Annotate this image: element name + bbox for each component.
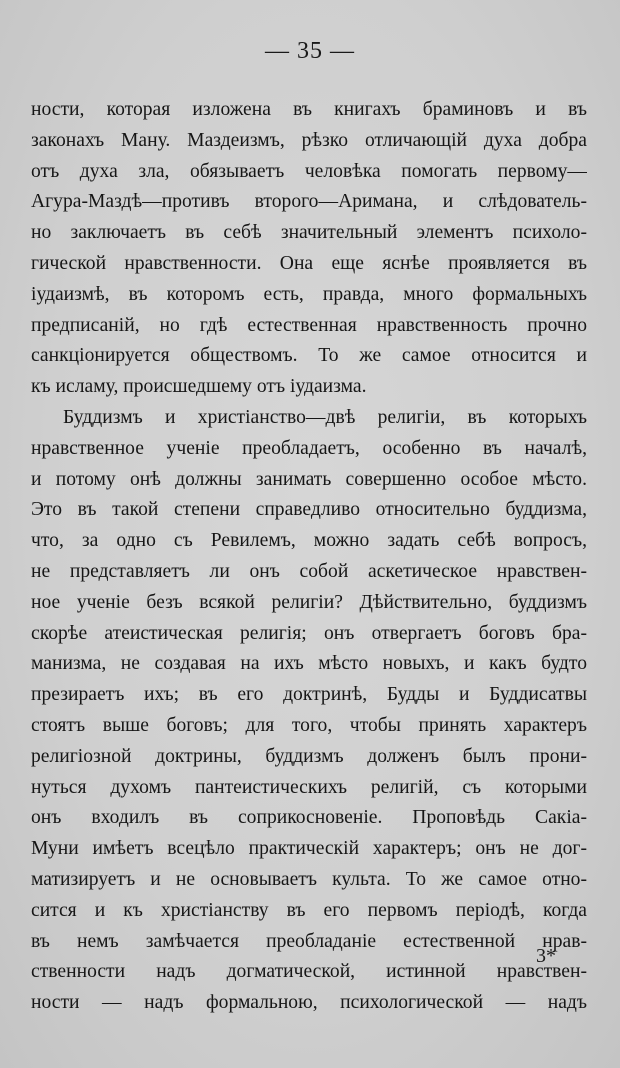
text-line: онъ входилъ въ соприкосновеніе. Проповѣдь Сакіа- [31, 807, 587, 829]
paragraph-end-line: къ исламу, происшедшему отъ іудаизма. [31, 376, 367, 398]
text-line: предписаній, но гдѣ естественная нравственность прочно [31, 314, 587, 336]
text-line: въ немъ замѣчается преобладаніе естественной нрав- [31, 930, 587, 952]
text-line: стоятъ выше боговъ; для того, чтобы принять характеръ [31, 714, 587, 736]
text-line: ственности надъ догматической, истинной нравствен- [31, 961, 587, 983]
text-line: Это въ такой степени справедливо относительно буддизма, [31, 499, 587, 521]
page-number: — 35 — [265, 38, 355, 64]
text-line: іудаизмѣ, въ которомъ есть, правда, много формальныхъ [31, 283, 587, 305]
text-line: манизма, не создавая на ихъ мѣсто новыхъ, и какъ будто [31, 653, 587, 675]
text-line: ное ученіе безъ всякой религіи? Дѣйствительно, буддизмъ [31, 591, 587, 613]
text-line: сится и къ христіанству въ его первомъ періодѣ, когда [31, 899, 587, 921]
text-line: матизируетъ и не основываетъ культа. То же самое отно- [31, 868, 587, 890]
text-line: санкціонируется обществомъ. То же самое относится и [31, 345, 587, 367]
text-line: но заключаетъ въ себѣ значительный элементъ психоло- [31, 222, 587, 244]
text-line: отъ духа зла, обязываетъ человѣка помогать первому— [31, 160, 587, 182]
paragraph-start-line: Буддизмъ и христіанство—двѣ религіи, въ которыхъ [63, 406, 587, 428]
text-line: Муни имѣетъ всецѣло практическій характеръ; онъ не дог- [31, 838, 587, 860]
text-line: гической нравственности. Она еще яснѣе проявляется въ [31, 252, 587, 274]
text-line: законахъ Ману. Маздеизмъ, рѣзко отличающій духа добра [31, 129, 587, 151]
text-line: нуться духомъ пантеистическихъ религій, съ которыми [31, 776, 587, 798]
text-line: ности, которая изложена въ книгахъ браминовъ и въ [31, 99, 587, 120]
text-line: презираетъ ихъ; въ его доктринѣ, Будды и Буддисатвы [31, 684, 587, 706]
text-line: что, за одно съ Ревилемъ, можно задать себѣ вопросъ, [31, 530, 587, 552]
text-line: скорѣе атеистическая религія; онъ отвергаетъ боговъ бра- [31, 622, 587, 644]
text-line: религіозной доктрины, буддизмъ долженъ былъ прони- [31, 745, 587, 767]
text-line: и потому онѣ должны занимать совершенно особое мѣсто. [31, 468, 587, 490]
text-line: ности — надъ формальною, психологической — надъ [31, 992, 587, 1014]
signature-mark: 3* [536, 945, 556, 967]
text-line: не представляетъ ли онъ собой аскетическое нравствен- [31, 560, 587, 582]
text-line: нравственное ученіе преобладаетъ, особенно въ началѣ, [31, 437, 587, 459]
text-line: Агура-Маздѣ—противъ второго—Аримана, и слѣдователь- [31, 191, 587, 213]
body-text [31, 95, 587, 1019]
